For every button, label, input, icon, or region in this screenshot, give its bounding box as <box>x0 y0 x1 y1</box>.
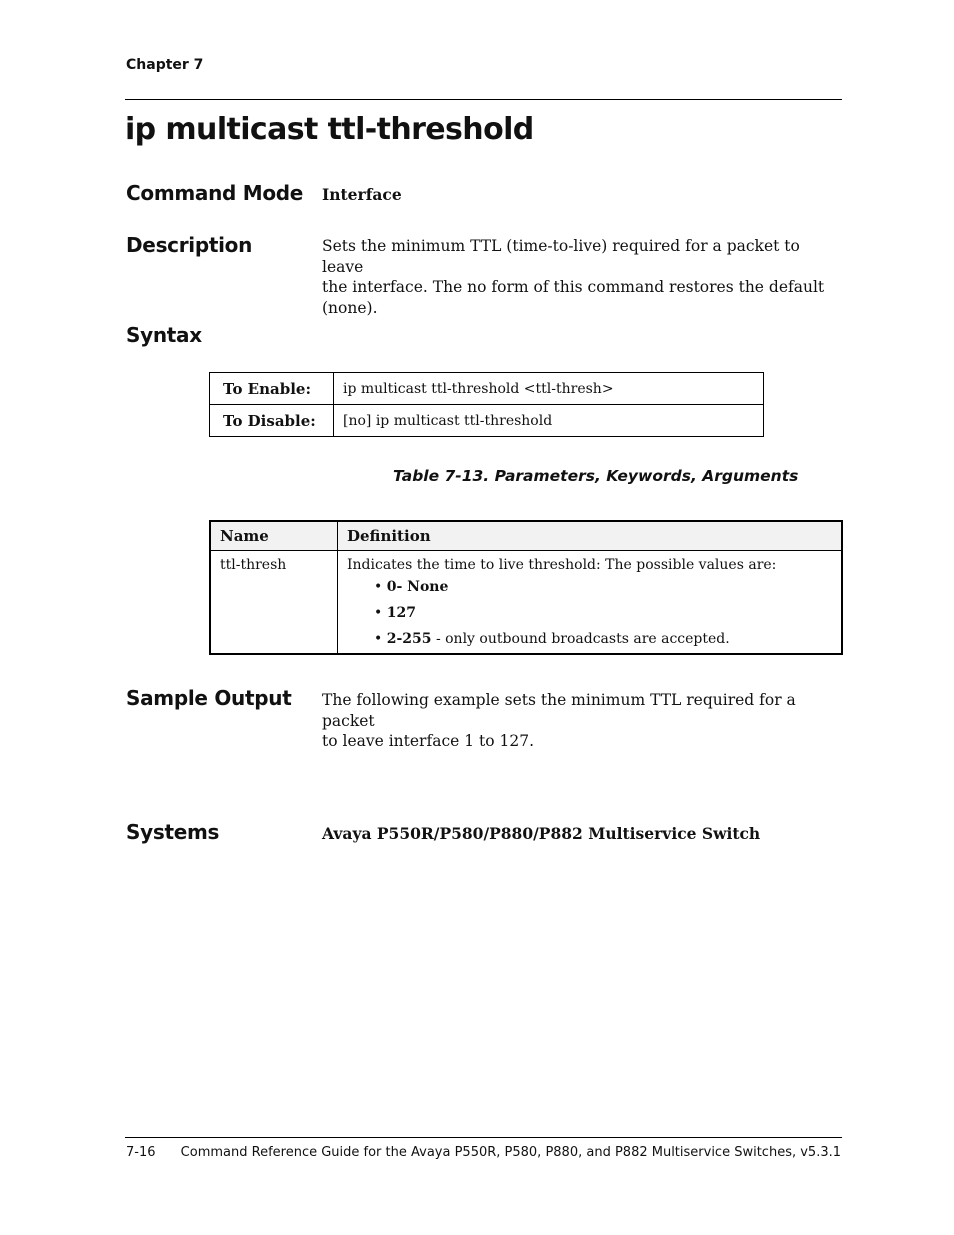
bullet-icon: • <box>374 579 383 595</box>
command-mode-value: Interface <box>322 185 402 204</box>
description-line: (none). <box>322 298 378 317</box>
systems-value: Avaya P550R/P580/P880/P882 Multiservice Switch <box>322 824 761 843</box>
page-number: 7-16 <box>126 1145 156 1160</box>
page-title: ip multicast ttl-threshold <box>125 112 534 147</box>
bullet-icon: • <box>374 631 383 647</box>
syntax-enable-key: To Enable: <box>210 373 334 405</box>
command-mode-heading: Command Mode <box>126 181 304 205</box>
chapter-label: Chapter 7 <box>126 57 204 73</box>
sample-output-line: to leave interface 1 to 127. <box>322 732 535 750</box>
value-rest: - only outbound broadcasts are accepted. <box>431 631 730 647</box>
table-row <box>210 405 764 437</box>
value-bold: 127 <box>386 605 416 621</box>
syntax-enable-value: ip multicast ttl-threshold <ttl-thresh> <box>334 373 764 405</box>
table-header-row <box>210 521 842 551</box>
param-values-list <box>347 579 833 647</box>
syntax-disable-key: To Disable: <box>210 405 334 437</box>
description-heading: Description <box>126 233 253 257</box>
list-item <box>374 579 833 595</box>
param-definition-cell <box>338 551 843 655</box>
table-caption: Table 7-13. Parameters, Keywords, Arguments <box>393 467 799 485</box>
param-definition-text: Indicates the time to live threshold: The possible values are: <box>347 557 777 573</box>
sample-output-line: The following example sets the minimum TTL required for a packet <box>322 691 796 730</box>
description-line: Sets the minimum TTL (time-to-live) required for a packet to leave <box>322 237 800 276</box>
column-header-name: Name <box>210 521 338 551</box>
description-text <box>322 236 842 318</box>
sample-output-heading: Sample Output <box>126 686 292 710</box>
list-item <box>374 631 833 647</box>
table-row <box>210 373 764 405</box>
footer-divider <box>125 1137 842 1138</box>
param-name-cell: ttl-thresh <box>210 551 338 655</box>
syntax-table <box>209 372 764 437</box>
column-header-definition: Definition <box>338 521 843 551</box>
footer-doc-title: Command Reference Guide for the Avaya P550R, P580, P880, and P882 Multiservice Switches, v5.3.1 <box>180 1145 841 1160</box>
bullet-icon: • <box>374 605 383 621</box>
systems-heading: Systems <box>126 820 220 844</box>
syntax-disable-value: [no] ip multicast ttl-threshold <box>334 405 764 437</box>
description-line: the interface. The no form of this command restores the default <box>322 278 825 296</box>
list-item <box>374 605 833 621</box>
table-row <box>210 551 842 655</box>
syntax-heading: Syntax <box>126 323 202 347</box>
value-bold: 0- None <box>386 579 449 595</box>
sample-output-text <box>322 690 842 752</box>
header-divider <box>125 99 842 100</box>
parameters-table <box>209 520 843 655</box>
value-bold: 2-255 <box>386 631 432 647</box>
